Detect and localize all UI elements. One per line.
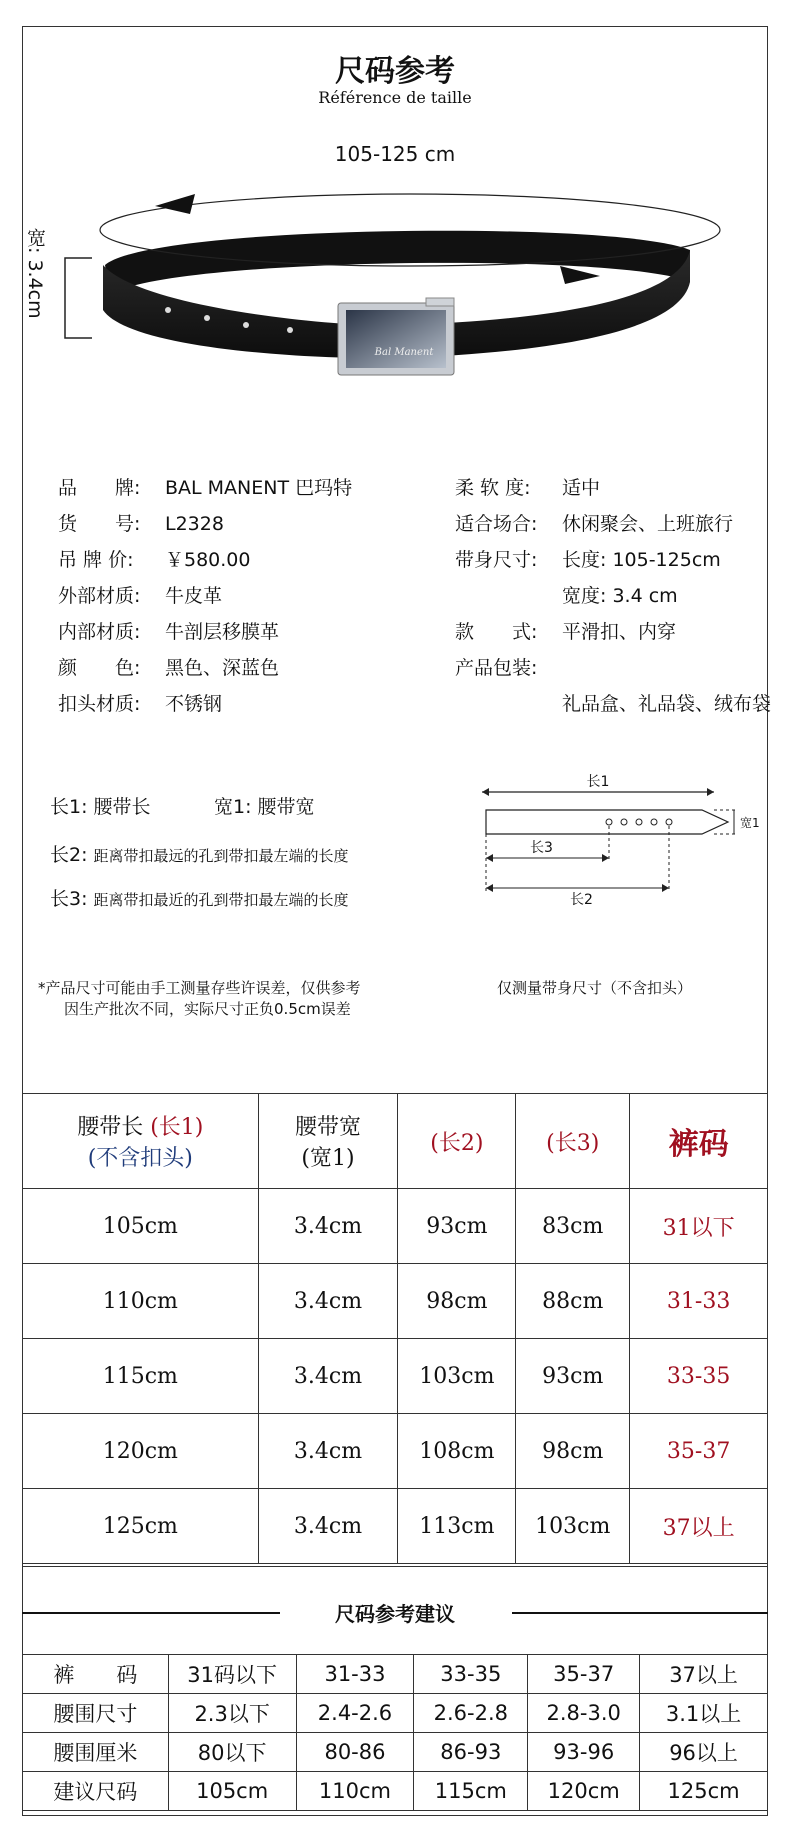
page-subtitle: Référence de taille (318, 88, 472, 107)
header-pant-size: 裤码 (630, 1094, 768, 1189)
table-cell: 103cm (516, 1489, 630, 1564)
spec-row (455, 473, 600, 500)
table-row (23, 1489, 768, 1564)
advice-cell: 37以上 (640, 1655, 768, 1694)
spec-row (455, 545, 721, 572)
spec-label: 吊 牌 价: (58, 549, 134, 571)
table-row (23, 1414, 768, 1489)
advice-cell: 3.1以上 (640, 1694, 768, 1733)
spec-label: 款 式: (455, 621, 538, 643)
spec-label: 带身尺寸: (455, 549, 538, 571)
note-line2: 因生产批次不同，实际尺寸正负0.5cm误差 (64, 1000, 351, 1018)
table-cell: 120cm (23, 1414, 259, 1489)
header-width (258, 1094, 398, 1189)
advice-cell: 93-96 (528, 1733, 640, 1772)
table-cell: 83cm (516, 1189, 630, 1264)
table-cell: 31-33 (630, 1264, 768, 1339)
advice-cell: 31码以下 (168, 1655, 296, 1694)
advice-cell: 125cm (640, 1772, 768, 1811)
dimension-diagram (470, 770, 770, 930)
advice-cell: 115cm (414, 1772, 528, 1811)
page-title: 尺码参考 (335, 54, 455, 89)
advice-cell: 80-86 (296, 1733, 414, 1772)
spec-row (58, 545, 250, 572)
table-cell: 33-35 (630, 1339, 768, 1414)
table-row (23, 1264, 768, 1339)
advice-cell: 110cm (296, 1772, 414, 1811)
header-l2: (长2) (398, 1094, 516, 1189)
diagram-belt (486, 810, 728, 834)
spec-label: 柔 软 度: (455, 477, 531, 499)
spec-label: 外部材质: (58, 585, 141, 607)
table-cell: 105cm (23, 1189, 259, 1264)
spec-label: 适合场合: (455, 513, 538, 535)
header-length-label: 腰带长 (77, 1115, 144, 1140)
diagram-l2-label: 长2 (570, 892, 593, 908)
advice-row-label: 建议尺码 (23, 1772, 169, 1811)
dim-l2 (50, 840, 349, 867)
advice-table (22, 1654, 768, 1811)
dim-w1: 宽1: 腰带宽 (214, 796, 315, 818)
table-cell: 115cm (23, 1339, 259, 1414)
spec-row (455, 581, 678, 608)
advice-cell: 105cm (168, 1772, 296, 1811)
advice-cell: 86-93 (414, 1733, 528, 1772)
spec-value: 牛皮革 (165, 585, 223, 607)
advice-cell: 33-35 (414, 1655, 528, 1694)
spec-row (58, 689, 222, 716)
dim-l3-label: 长3: (50, 888, 88, 910)
table-row (23, 1189, 768, 1264)
width-marker: 宽: 3.4cm (24, 228, 46, 319)
table-cell: 3.4cm (258, 1414, 398, 1489)
advice-row-label: 裤 码 (23, 1655, 169, 1694)
advice-cell: 35-37 (528, 1655, 640, 1694)
buckle-plate (346, 310, 446, 368)
diagram-l1-label: 长1 (586, 774, 610, 790)
spec-label: 颜 色: (58, 657, 141, 679)
advice-cell: 31-33 (296, 1655, 414, 1694)
table-row (23, 1339, 768, 1414)
header-width-code: (宽1) (301, 1146, 355, 1171)
belt-hole (165, 307, 171, 313)
spec-value: 黑色、深蓝色 (165, 657, 280, 679)
belt-hole (243, 322, 249, 328)
table-cell: 31以下 (630, 1189, 768, 1264)
spec-value: 宽度: 3.4 cm (562, 585, 678, 607)
table-cell: 3.4cm (258, 1489, 398, 1564)
dim-l1: 长1: 腰带长 (50, 796, 151, 818)
advice-cell: 2.6-2.8 (414, 1694, 528, 1733)
advice-row-label: 腰围尺寸 (23, 1694, 169, 1733)
spec-row (58, 581, 222, 608)
spec-label: 内部材质: (58, 621, 141, 643)
advice-row (23, 1655, 768, 1694)
dim-l2-desc: 距离带扣最远的孔到带扣最左端的长度 (93, 847, 349, 865)
advice-row (23, 1733, 768, 1772)
spec-value: BAL MANENT 巴玛特 (165, 477, 353, 499)
spec-label: 货 号: (58, 513, 141, 535)
advice-row-label: 腰围厘米 (23, 1733, 169, 1772)
spec-row (455, 689, 771, 716)
table-cell: 35-37 (630, 1414, 768, 1489)
spec-value: 长度: 105-125cm (562, 549, 721, 571)
table-cell: 3.4cm (258, 1189, 398, 1264)
header-length-code: (长1) (150, 1115, 204, 1140)
diagram-l3-label: 长3 (530, 840, 553, 856)
spec-value: L2328 (165, 513, 224, 535)
spec-row (455, 617, 676, 644)
spec-row (58, 473, 352, 500)
table-cell: 3.4cm (258, 1339, 398, 1414)
header-length (23, 1094, 259, 1189)
table-cell: 98cm (398, 1264, 516, 1339)
spec-label: 产品包装: (455, 657, 538, 679)
header-width-label: 腰带宽 (295, 1115, 362, 1140)
spec-value: 牛剖层移膜革 (165, 621, 280, 643)
header-length-note: (不含扣头) (87, 1146, 193, 1171)
belt-illustration (0, 180, 790, 400)
header-l3: (长3) (516, 1094, 630, 1189)
table-cell: 93cm (516, 1339, 630, 1414)
table-cell: 37以上 (630, 1489, 768, 1564)
spec-row (58, 617, 279, 644)
spec-row (58, 509, 224, 536)
spec-value: 平滑扣、内穿 (562, 621, 677, 643)
size-table-header (23, 1094, 768, 1189)
dim-l3 (50, 884, 349, 911)
length-range: 105-125 cm (334, 142, 456, 166)
spec-label: 扣头材质: (58, 693, 141, 715)
spec-row (455, 653, 562, 680)
advice-row (23, 1694, 768, 1733)
advice-title: 尺码参考建议 (335, 1602, 455, 1626)
spec-row (455, 509, 733, 536)
advice-cell: 96以上 (640, 1733, 768, 1772)
spec-row (58, 653, 279, 680)
table-cell: 103cm (398, 1339, 516, 1414)
table-cell: 108cm (398, 1414, 516, 1489)
table-cell: 110cm (23, 1264, 259, 1339)
buckle-clip (426, 298, 454, 306)
spec-value: 不锈钢 (165, 693, 223, 715)
arrow-left-icon (155, 194, 195, 214)
advice-cell: 120cm (528, 1772, 640, 1811)
spec-value: 休闲聚会、上班旅行 (562, 513, 734, 535)
diagram-w1-label: 宽1 (740, 816, 760, 830)
spec-value: 适中 (562, 477, 601, 499)
width-bracket (65, 258, 92, 338)
arrow-right-icon (560, 266, 600, 284)
size-table (22, 1093, 768, 1564)
spec-value: ￥580.00 (165, 549, 251, 571)
spec-value: 礼品盒、礼品袋、绒布袋 (562, 693, 772, 715)
belt-hole (204, 315, 210, 321)
advice-cell: 80以下 (168, 1733, 296, 1772)
advice-cell: 2.3以下 (168, 1694, 296, 1733)
dim-l2-label: 长2: (50, 844, 88, 866)
spec-label: 品 牌: (58, 477, 141, 499)
table-cell: 113cm (398, 1489, 516, 1564)
belt-hole (287, 327, 293, 333)
advice-cell: 2.8-3.0 (528, 1694, 640, 1733)
buckle-logo: Bal Manent (374, 347, 434, 358)
note-right: 仅测量带身尺寸（不含扣头） (497, 979, 693, 997)
table-cell: 125cm (23, 1489, 259, 1564)
advice-row (23, 1772, 768, 1811)
table-cell: 88cm (516, 1264, 630, 1339)
table-cell: 3.4cm (258, 1264, 398, 1339)
table-cell: 98cm (516, 1414, 630, 1489)
belt-back (105, 231, 690, 295)
note-line1: *产品尺寸可能由手工测量存些许误差，仅供参考 (38, 979, 361, 997)
dim-l3-desc: 距离带扣最近的孔到带扣最左端的长度 (93, 891, 349, 909)
table-cell: 93cm (398, 1189, 516, 1264)
advice-cell: 2.4-2.6 (296, 1694, 414, 1733)
